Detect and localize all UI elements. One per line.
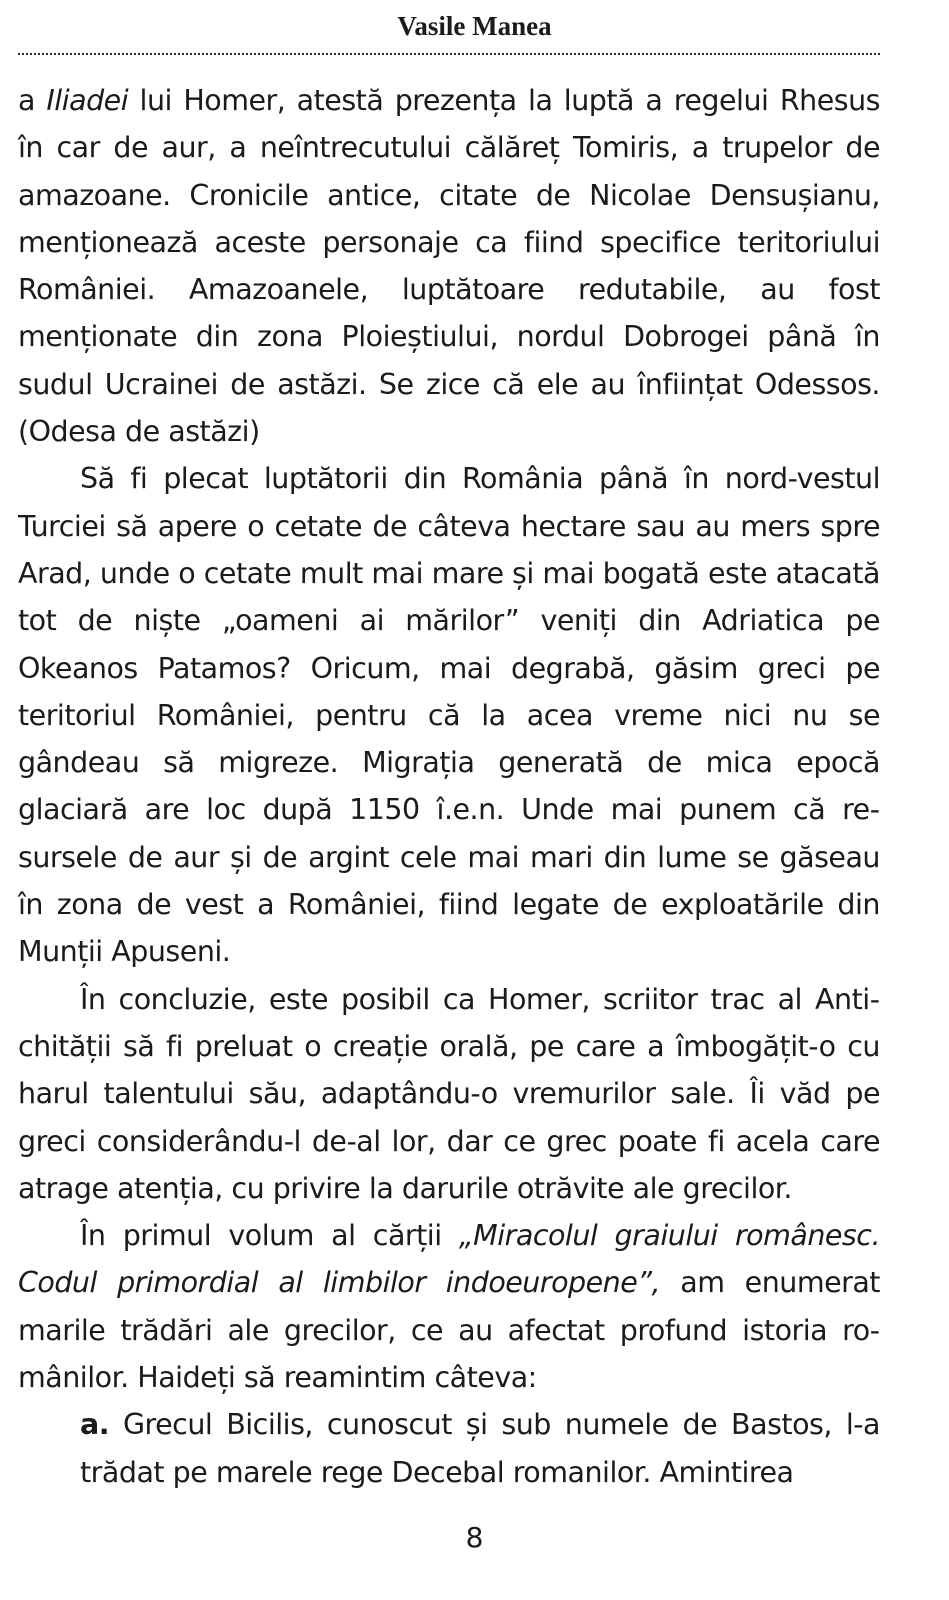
list-marker-a: a. bbox=[80, 1408, 110, 1442]
paragraph-4 bbox=[18, 1212, 880, 1401]
paragraph-4-part-2: am enumerat marile trădări ale grecilor, ce au afectat profund istoria românilor. Haideți să reamintim câteva: bbox=[18, 1266, 880, 1395]
paragraph-1-part-1: a bbox=[18, 84, 47, 117]
paragraph-3: În concluzie, este posibil ca Homer, scriitor trac al Antichității să fi preluat o creație orală, pe care a îmbogățit-o cu harul talentului său, adaptându-o vremurilor sale. Îi văd pe greci considerându-l de-al lor, dar ce grec poate fi acela care atrage atenția, cu privire la darurile otrăvite ale grecilor. bbox=[18, 982, 880, 1205]
book-title-iliad: Iliadei bbox=[46, 84, 129, 117]
paragraph-2: Să fi plecat luptătorii din România până în nord-vestul Turciei să apere o cetate de câteva hectare sau au mers spre Arad, unde o cetate mult mai mare și mai bogată este atacată tot de niște „oameni ai mărilor” veniți din Adriatica pe Okeanos Patamos? Oricum, mai degrabă, găsim greci pe teritoriul României, pentru că la acea vreme nici nu se gândeau să migreze. Migrația generată de mica epocă glaciară are loc după 1150 î.e.n. Unde mai punem că resursele de aur și de argint cele mai mari din lume se găseau în zona de vest a României, fiind legate de exploatările din Munții Apuseni. bbox=[18, 462, 880, 969]
paragraph-1 bbox=[18, 77, 880, 455]
header-dotted-rule bbox=[18, 53, 880, 55]
page-number: 8 bbox=[465, 1521, 484, 1554]
book-title-miracolul: „Miracolul graiului românesc. Codul primordial al limbilor indoeuropene”, bbox=[18, 1219, 880, 1300]
paragraph-1-part-2: lui Homer, atestă prezența la luptă a regelui Rhesus în car de aur, a neîntrecutului călăreț Tomiris, a trupelor de amazoane. Cronicile antice, citate de Nicolae Densușianu, menționează aceste personaje ca fiind specifice teritoriului României. Amazoanele, luptătoare redutabile, au fost menționate din zona Ploieștiului, nordul Dobrogei până în sudul Ucrainei de astăzi. Se zice că ele au înființat Odessos. (Odesa de astăzi) bbox=[18, 84, 880, 449]
paragraph-4-part-1: În primul volum al cărții bbox=[80, 1219, 459, 1253]
running-header-author: Vasile Manea bbox=[397, 11, 552, 41]
list-item-a-text: Grecul Bicilis, cunoscut și sub numele de Bastos, l-a trădat pe marele rege Decebal romanilor. Amintirea bbox=[80, 1408, 880, 1489]
list-item-a bbox=[18, 1401, 880, 1496]
body-text bbox=[18, 77, 880, 1496]
